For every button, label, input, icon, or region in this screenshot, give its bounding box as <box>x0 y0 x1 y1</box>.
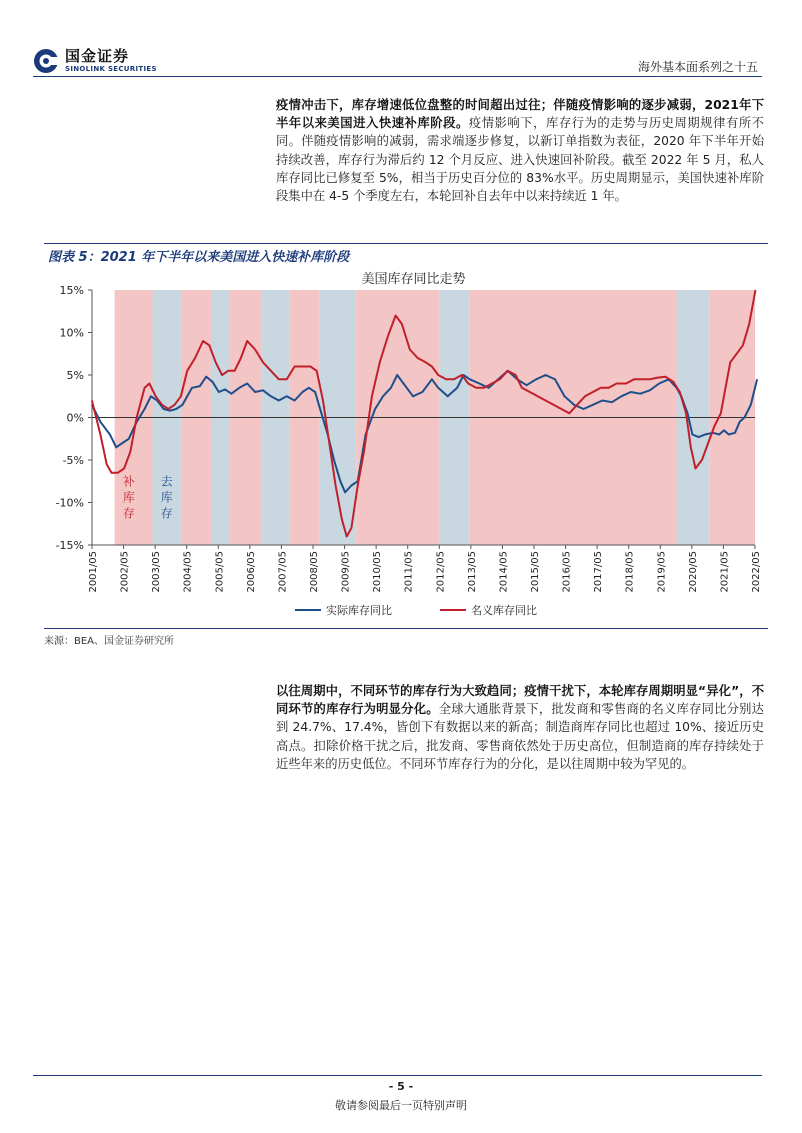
footer-divider <box>33 1075 762 1076</box>
body-paragraph-1 <box>276 96 764 205</box>
figure-bottom-divider <box>44 628 768 629</box>
y-tick-label: 15% <box>59 284 84 297</box>
x-tick-label: 2013/05 <box>466 551 478 593</box>
paragraph-2-body: 全球大通胀背景下，批发商和零售商的名义库存同比分别达到 24.7%、17.4%，皆创下有数据以来的新高；制造商库存同比也超过 10%、接近历史高点。扣除价格干扰之后，批发商、零售商依然处于历史高位，但制造商的库存持续处于近些年来的历史低位。不同环节库存行为的分化，是以往周期中较为罕见的。 <box>276 702 764 771</box>
annotation-char: 存 <box>122 506 135 521</box>
x-tick-label: 2004/05 <box>182 551 194 593</box>
annotation-char: 库 <box>122 490 135 505</box>
x-tick-label: 2020/05 <box>687 551 699 593</box>
x-tick-label: 2010/05 <box>372 551 384 593</box>
figure-source: 来源：BEA、国金证券研究所 <box>44 636 175 647</box>
x-tick-label: 2014/05 <box>498 551 510 593</box>
figure-top-divider <box>44 243 768 244</box>
x-tick-label: 2018/05 <box>624 551 636 593</box>
company-logo <box>33 47 157 75</box>
x-tick-label: 2022/05 <box>751 551 762 593</box>
footer-disclaimer: 敬请参阅最后一页特别声明 <box>335 1099 467 1112</box>
x-tick-label: 2015/05 <box>530 551 541 593</box>
figure-title: 图表 5：2021 年下半年以来美国进入快速补库阶段 <box>48 250 350 265</box>
paragraph-2-lead: 以往周期中，不同环节的库存行为大致趋同；疫情干扰下，本轮库存周期明显“异化”，不同环节的库存行为明显分化。 <box>276 684 764 717</box>
x-tick-label: 2003/05 <box>151 551 163 593</box>
paragraph-1-lead: 疫情冲击下，库存增速低位盘整的时间超出过往；伴随疫情影响的逐步减弱，2021年下半年以来美国进入快速补库阶段。 <box>276 98 764 131</box>
x-tick-label: 2009/05 <box>340 551 352 593</box>
report-series-name: 海外基本面系列之十五 <box>637 60 758 74</box>
y-tick-label: -5% <box>62 454 84 467</box>
logo-icon <box>33 48 59 74</box>
y-tick-label: 0% <box>66 411 84 425</box>
x-tick-label: 2006/05 <box>245 551 257 593</box>
chart-title: 美国库存同比走势 <box>361 272 466 287</box>
annotation-char: 去 <box>160 474 173 489</box>
x-tick-label: 2005/05 <box>214 551 226 593</box>
x-tick-label: 2021/05 <box>719 551 731 593</box>
inventory-yoy-chart <box>30 265 775 627</box>
body-paragraph-2 <box>276 682 764 773</box>
page-number: - 5 - <box>388 1080 414 1093</box>
destock-annotation <box>161 474 173 521</box>
x-tick-label: 2011/05 <box>403 551 415 593</box>
restock-annotation <box>123 474 135 521</box>
x-tick-label: 2001/05 <box>88 551 99 593</box>
x-tick-label: 2008/05 <box>309 551 320 593</box>
y-tick-label: 5% <box>66 369 84 382</box>
x-tick-label: 2017/05 <box>593 551 605 593</box>
legend-label: 名义库存同比 <box>471 604 537 617</box>
y-tick-label: 10% <box>59 326 84 340</box>
x-tick-label: 2016/05 <box>561 551 573 593</box>
paragraph-1-body: 疫情影响下，库存行为的走势与历史周期规律有所不同。伴随疫情影响的减弱，需求端逐步修复，以新订单指数为表征，2020 年下半年开始持续改善，库存行为滞后约 12 个月反应、进入快速回补阶段。截至 2022 年 5 月，私人库存同比已修复至 5%，相当于历史百分位的 83%水平。历史周期显示，美国快速补库阶段集中在 4-5 个季度左右，本轮回补自去年中以来持续近 1 年。 <box>276 116 764 204</box>
logo-english-name: SINOLINK SECURITIES <box>65 65 157 73</box>
header-divider <box>33 76 762 77</box>
y-tick-label: -15% <box>55 539 84 552</box>
x-tick-label: 2019/05 <box>656 551 668 593</box>
annotation-char: 补 <box>122 474 135 489</box>
legend-label: 实际库存同比 <box>326 604 392 617</box>
x-tick-label: 2012/05 <box>435 551 447 593</box>
page-header <box>0 0 802 80</box>
annotation-char: 存 <box>160 506 173 521</box>
annotation-char: 库 <box>160 490 173 505</box>
logo-chinese-name: 国金证券 <box>65 47 130 65</box>
x-tick-label: 2007/05 <box>277 551 289 593</box>
x-tick-label: 2002/05 <box>119 551 131 593</box>
y-tick-label: -10% <box>55 496 84 510</box>
